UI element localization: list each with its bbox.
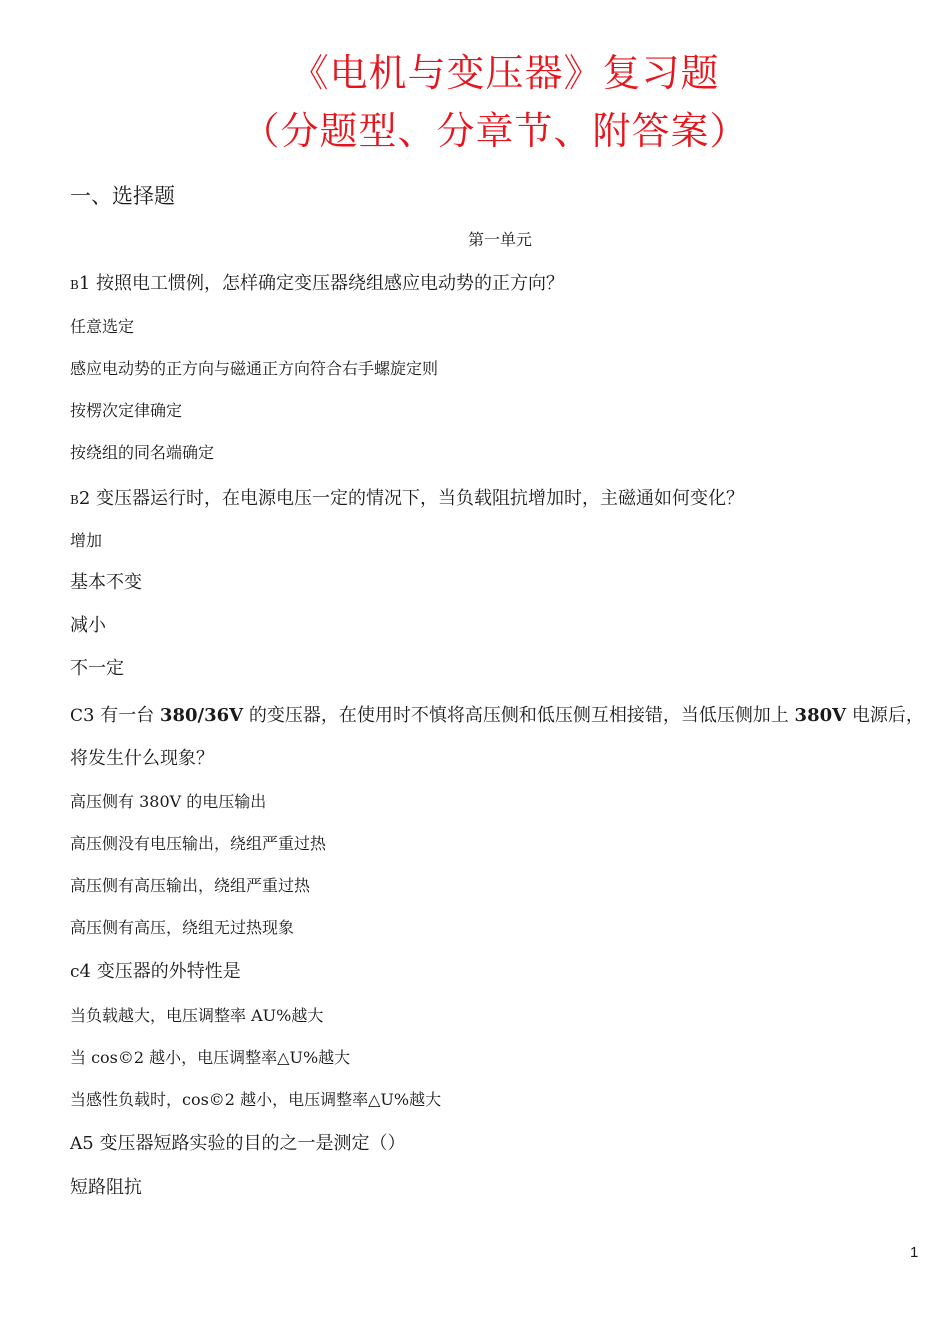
question-2-option: 增加 xyxy=(70,531,103,550)
section-heading: 一、选择题 xyxy=(70,184,175,208)
question-2-text: 2 变压器运行时，在电源电压一定的情况下，当负载阻抗增加时，主磁通如何变化？ xyxy=(78,488,744,509)
question-1-text: 1 按照电工惯例，怎样确定变压器绕组感应电动势的正方向？ xyxy=(78,273,564,294)
question-2-option: 不一定 xyxy=(70,658,124,679)
question-3 xyxy=(70,703,924,729)
question-1-option: 感应电动势的正方向与磁通正方向符合右手螺旋定则 xyxy=(70,359,439,378)
question-3-option: 高压侧没有电压输出，绕组严重过热 xyxy=(70,834,327,853)
question-2 xyxy=(70,486,744,513)
question-1 xyxy=(70,271,564,298)
question-3-option: 高压侧有 380V 的电压输出 xyxy=(70,792,267,811)
question-3-text-a: 3 有一台 xyxy=(83,705,160,726)
question-3-answer-key: C xyxy=(70,706,84,726)
question-4 xyxy=(70,959,241,985)
question-2-answer-key: B xyxy=(70,493,79,507)
question-1-option: 任意选定 xyxy=(70,317,135,336)
question-5-answer-key: A xyxy=(70,1134,83,1154)
question-3-option: 高压侧有高压输出，绕组严重过热 xyxy=(70,876,311,895)
question-3-text-b: 的变压器，在使用时不慎将高压侧和低压侧互相接错，当低压侧加上 xyxy=(243,705,795,726)
question-3-option: 高压侧有高压，绕组无过热现象 xyxy=(70,918,295,937)
question-3-text-line2: 将发生什么现象？ xyxy=(70,748,214,769)
question-5 xyxy=(70,1131,405,1157)
question-3-text-c: 电源后， xyxy=(846,705,924,726)
question-4-option: 当 cos©2 越小，电压调整率△U%越大 xyxy=(70,1048,351,1067)
question-4-option: 当感性负载时，cos©2 越小，电压调整率△U%越大 xyxy=(70,1090,442,1109)
question-5-option: 短路阻抗 xyxy=(70,1177,142,1198)
question-2-option: 基本不变 xyxy=(70,572,142,593)
question-3-rating: 380/36V xyxy=(159,705,244,726)
question-3-voltage: 380V xyxy=(794,705,847,726)
page-number: 1 xyxy=(910,1244,919,1261)
question-4-option: 当负载越大，电压调整率 AU%越大 xyxy=(70,1006,324,1025)
question-2-option: 减小 xyxy=(70,615,106,636)
document-title-line2: （分题型、分章节、附答案） xyxy=(241,109,749,153)
question-1-answer-key: B xyxy=(70,278,79,292)
question-4-answer-key: c xyxy=(70,962,80,982)
question-4-text: 4 变压器的外特性是 xyxy=(79,961,241,982)
document-title-line1: 《电机与变压器》复习题 xyxy=(290,51,720,95)
question-1-option: 按楞次定律确定 xyxy=(70,401,183,420)
unit-heading: 第一单元 xyxy=(467,230,532,249)
question-1-option: 按绕组的同名端确定 xyxy=(70,443,215,462)
question-5-text: 5 变压器短路实验的目的之一是测定（） xyxy=(82,1133,406,1154)
